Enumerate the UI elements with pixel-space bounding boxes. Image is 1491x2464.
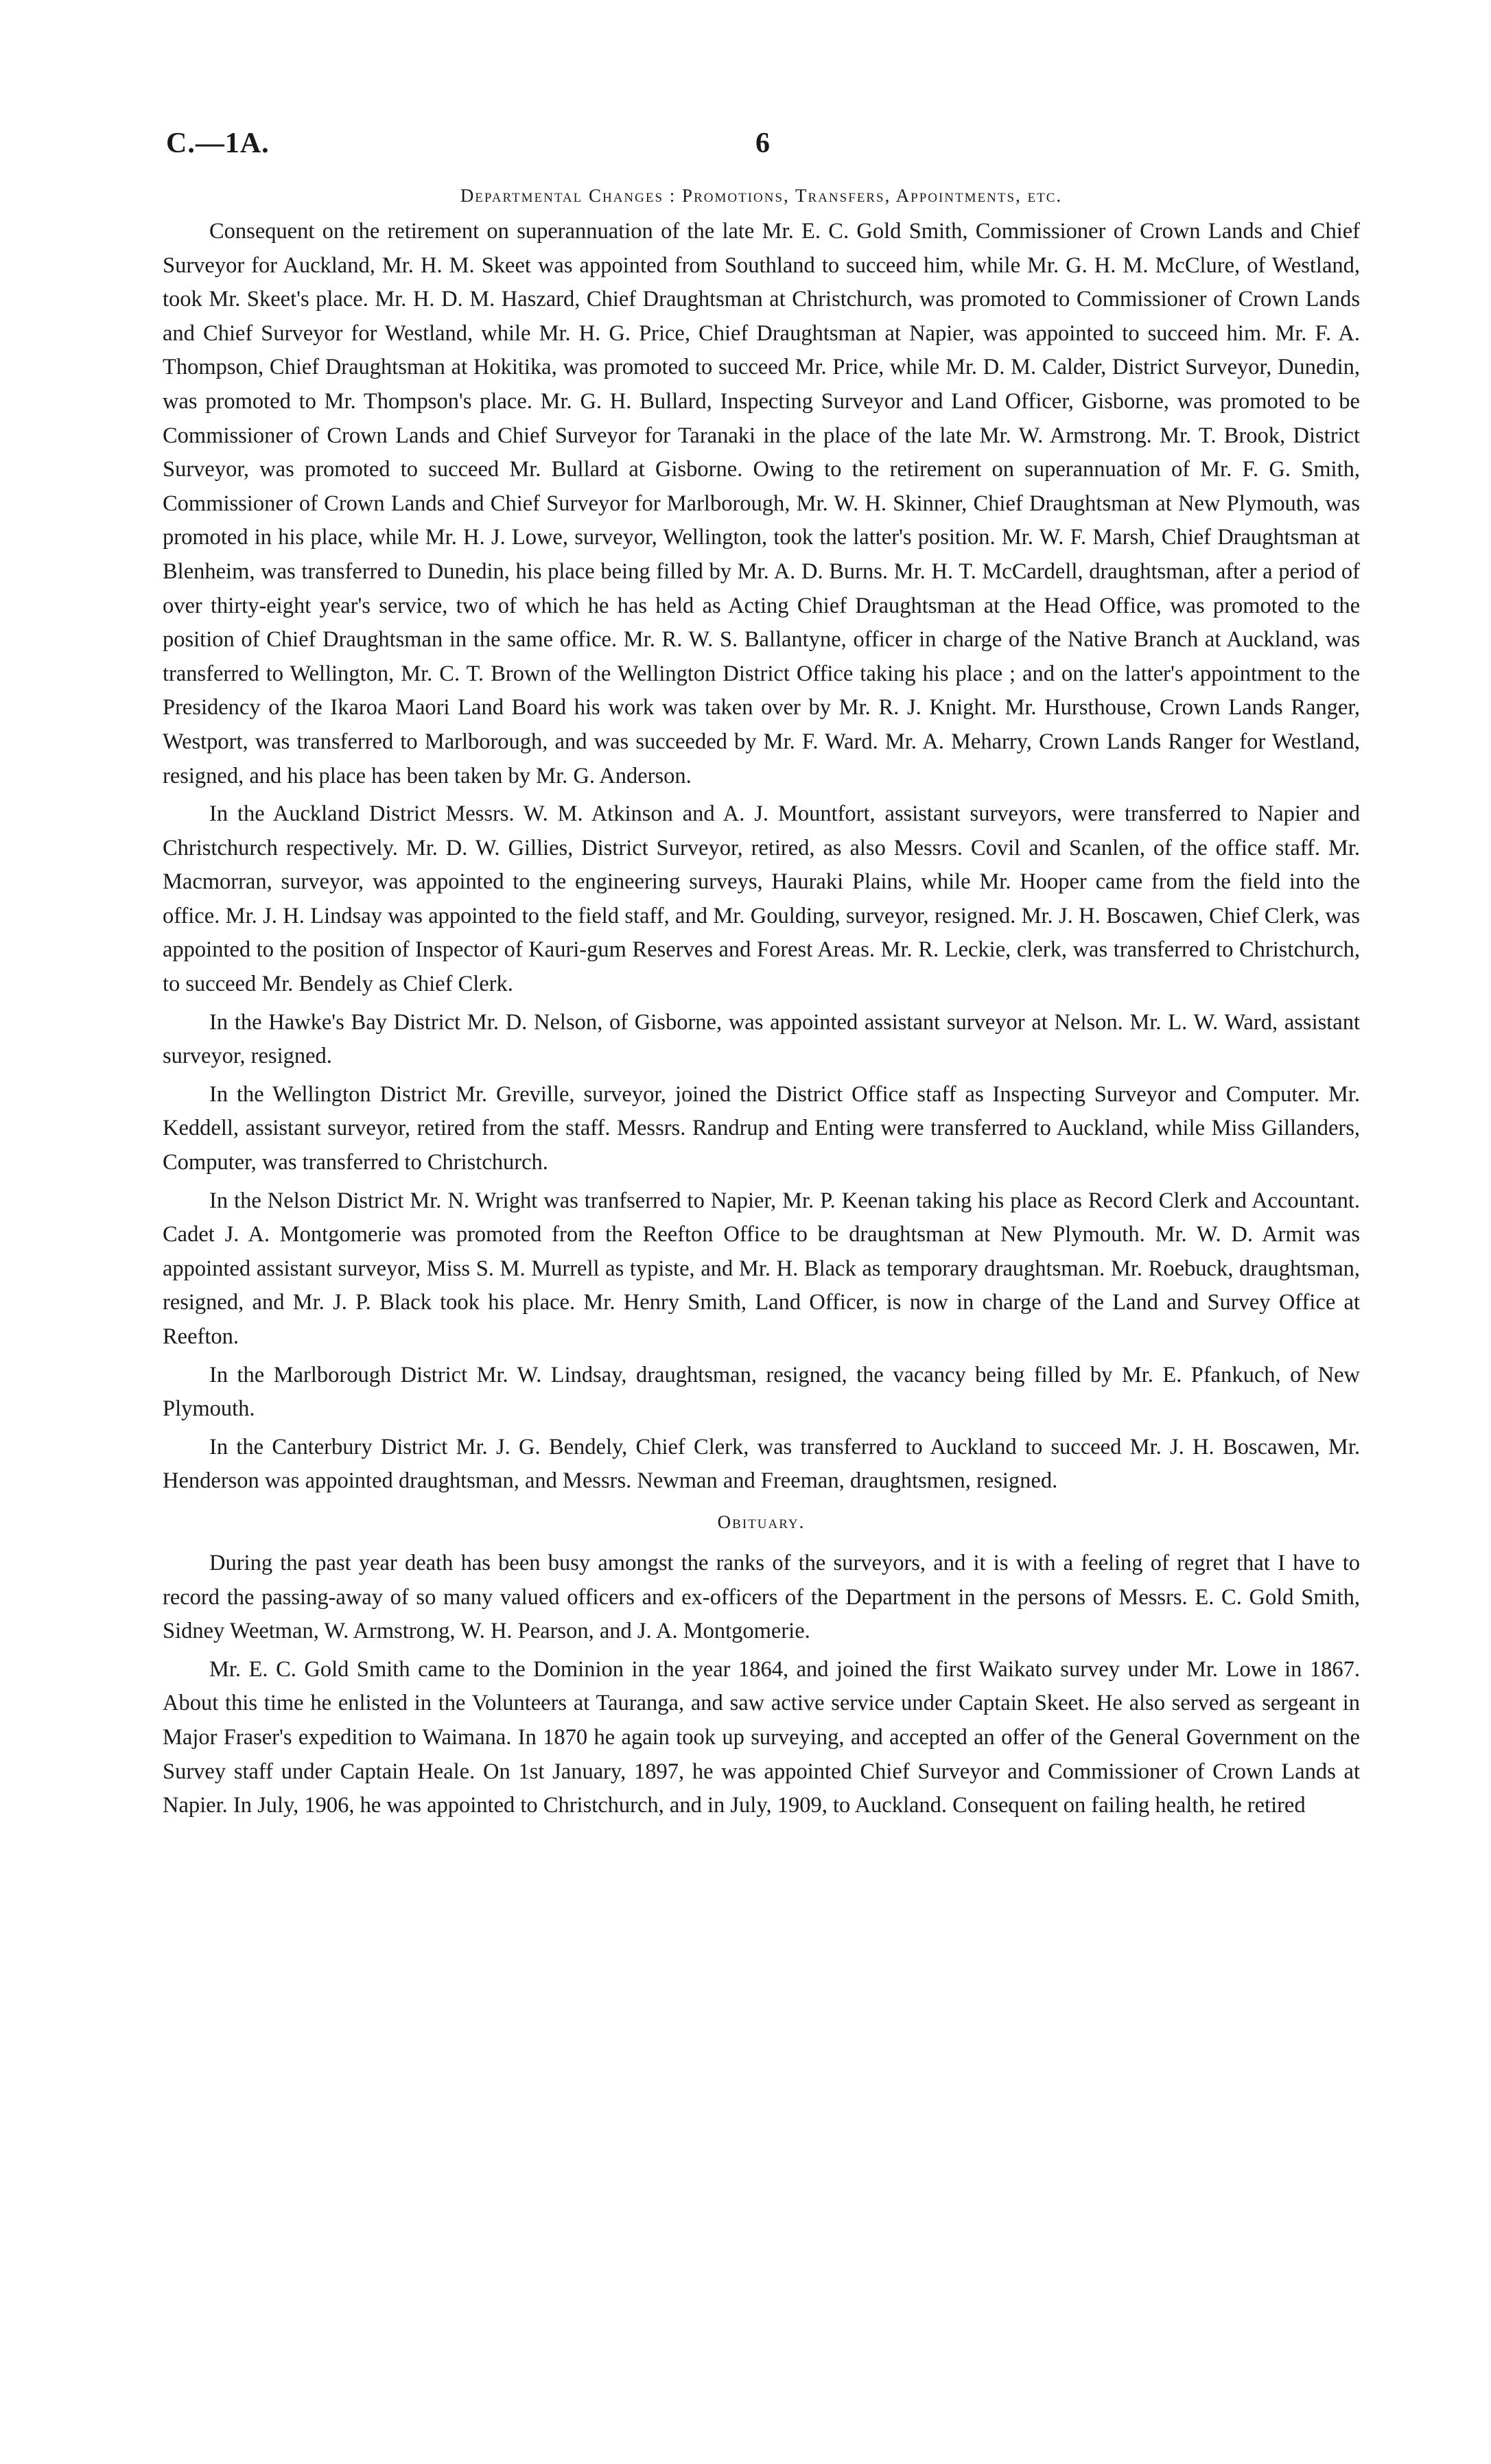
paragraph: In the Nelson District Mr. N. Wright was tranfserred to Napier, Mr. P. Keenan taking his place as Record Clerk and Accountant. Cadet J. A. Montgomerie was promoted from the Reefton Office to be draughtsman at New Plymouth. Mr. W. D. Armit was appointed assistant surveyor, Miss S. M. Murrell as typiste, and Mr. H. Black as temporary draughtsman. Mr. Roebuck, draughtsman, resigned, and Mr. J. P. Black took his place. Mr. Henry Smith, Land Officer, is now in charge of the Land and Survey Office at Reefton. bbox=[163, 1188, 1360, 1349]
page-number: 6 bbox=[755, 128, 770, 159]
document-page bbox=[163, 127, 1360, 1827]
section-obituary bbox=[163, 1508, 1360, 1823]
section-departmental-changes bbox=[163, 182, 1360, 1499]
paragraph: In the Auckland District Messrs. W. M. Atkinson and A. J. Mountfort, assistant surveyors, were transferred to Napier and Christchurch respectively. Mr. D. W. Gillies, District Surveyor, retired, as also Messrs. Covil and Scanlen, of the office staff. Mr. Macmorran, surveyor, was appointed to the engineering surveys, Hauraki Plains, while Mr. Hooper came from the field into the office. Mr. J. H. Lindsay was appointed to the field staff, and Mr. Goulding, surveyor, resigned. Mr. J. H. Boscawen, Chief Clerk, was appointed to the position of Inspector of Kauri-gum Reserves and Forest Areas. Mr. R. Leckie, clerk, was transferred to Christchurch, to succeed Mr. Bendely as Chief Clerk. bbox=[163, 801, 1360, 997]
paragraph: In the Canterbury District Mr. J. G. Bendely, Chief Clerk, was transferred to Auckland to succeed Mr. J. H. Boscawen, Mr. Henderson was appointed draughtsman, and Messrs. Newman and Freeman, draughtsmen, resigned. bbox=[163, 1434, 1360, 1494]
paragraph: Mr. E. C. Gold Smith came to the Dominion in the year 1864, and joined the first Waikato survey under Mr. Lowe in 1867. About this time he enlisted in the Volunteers at Tauranga, and saw active service under Captain Skeet. He also served as sergeant in Major Fraser's expedition to Waimana. In 1870 he again took up surveying, and accepted an offer of the General Government on the Survey staff under Captain Heale. On 1st January, 1897, he was appointed Chief Surveyor and Commissioner of Crown Lands at Napier. In July, 1906, he was appointed to Christchurch, and in July, 1909, to Auckland. Consequent on failing health, he retired bbox=[163, 1656, 1360, 1818]
document-reference: C.—1A. bbox=[166, 128, 270, 159]
paragraph: In the Marlborough District Mr. W. Lindsay, draughtsman, resigned, the vacancy being filled by Mr. E. Pfankuch, of New Plymouth. bbox=[163, 1362, 1360, 1422]
section-heading: Obituary. bbox=[717, 1511, 806, 1532]
paragraph: In the Wellington District Mr. Greville, surveyor, joined the District Office staff as Inspecting Surveyor and Computer. Mr. Keddell, assistant surveyor, retired from the staff. Messrs. Randrup and Enting were transferred to Auckland, while Miss Gillanders, Computer, was transferred to Christchurch. bbox=[163, 1081, 1360, 1175]
paragraph: During the past year death has been busy amongst the ranks of the surveyors, and it is with a feeling of regret that I have to record the passing-away of so many valued officers and ex-officers of the Department in the persons of Messrs. E. C. Gold Smith, Sidney Weetman, W. Armstrong, W. H. Pearson, and J. A. Montgomerie. bbox=[163, 1550, 1360, 1644]
paragraph: In the Hawke's Bay District Mr. D. Nelson, of Gisborne, was appointed assistant surveyor at Nelson. Mr. L. W. Ward, assistant surveyor, resigned. bbox=[163, 1009, 1360, 1069]
paragraph: Consequent on the retirement on superannuation of the late Mr. E. C. Gold Smith, Commissioner of Crown Lands and Chief Surveyor for Auckland, Mr. H. M. Skeet was appointed from Southland to succeed him, while Mr. G. H. M. McClure, of Westland, took Mr. Skeet's place. Mr. H. D. M. Haszard, Chief Draughtsman at Christchurch, was promoted to Commissioner of Crown Lands and Chief Surveyor for Westland, while Mr. H. G. Price, Chief Draughtsman at Napier, was appointed to succeed him. Mr. F. A. Thompson, Chief Draughtsman at Hokitika, was promoted to succeed Mr. Price, while Mr. D. M. Calder, District Surveyor, Dunedin, was promoted to Mr. Thompson's place. Mr. G. H. Bullard, Inspecting Surveyor and Land Officer, Gisborne, was promoted to be Commissioner of Crown Lands and Chief Surveyor for Taranaki in the place of the late Mr. W. Armstrong. Mr. T. Brook, District Surveyor, was promoted to succeed Mr. Bullard at Gisborne. Owing to the retirement on superannuation of Mr. F. G. Smith, Commissioner of Crown Lands and Chief Surveyor for Marlborough, Mr. W. H. Skinner, Chief Draughtsman at New Plymouth, was promoted in his place, while Mr. H. J. Lowe, surveyor, Wellington, took the latter's position. Mr. W. F. Marsh, Chief Draughtsman at Blenheim, was transferred to Dunedin, his place being filled by Mr. A. D. Burns. Mr. H. T. McCardell, draughtsman, after a period of over thirty-eight year's service, two of which he has held as Acting Chief Draughtsman at the Head Office, was promoted to the position of Chief Draughtsman in the same office. Mr. R. W. S. Ballantyne, officer in charge of the Native Branch at Auckland, was transferred to Wellington, Mr. C. T. Brown of the Wellington District Office taking his place ; and on the latter's appointment to the Presidency of the Ikaroa Maori Land Board his work was taken over by Mr. R. J. Knight. Mr. Hursthouse, Crown Lands Ranger, Westport, was transferred to Marlborough, and was succeeded by Mr. F. Ward. Mr. A. Meharry, Crown Lands Ranger for Westland, resigned, and his place has been taken by Mr. G. Anderson. bbox=[163, 219, 1360, 788]
section-heading: Departmental Changes : Promotions, Transfers, Appointments, etc. bbox=[460, 185, 1063, 206]
running-head bbox=[163, 127, 1360, 169]
